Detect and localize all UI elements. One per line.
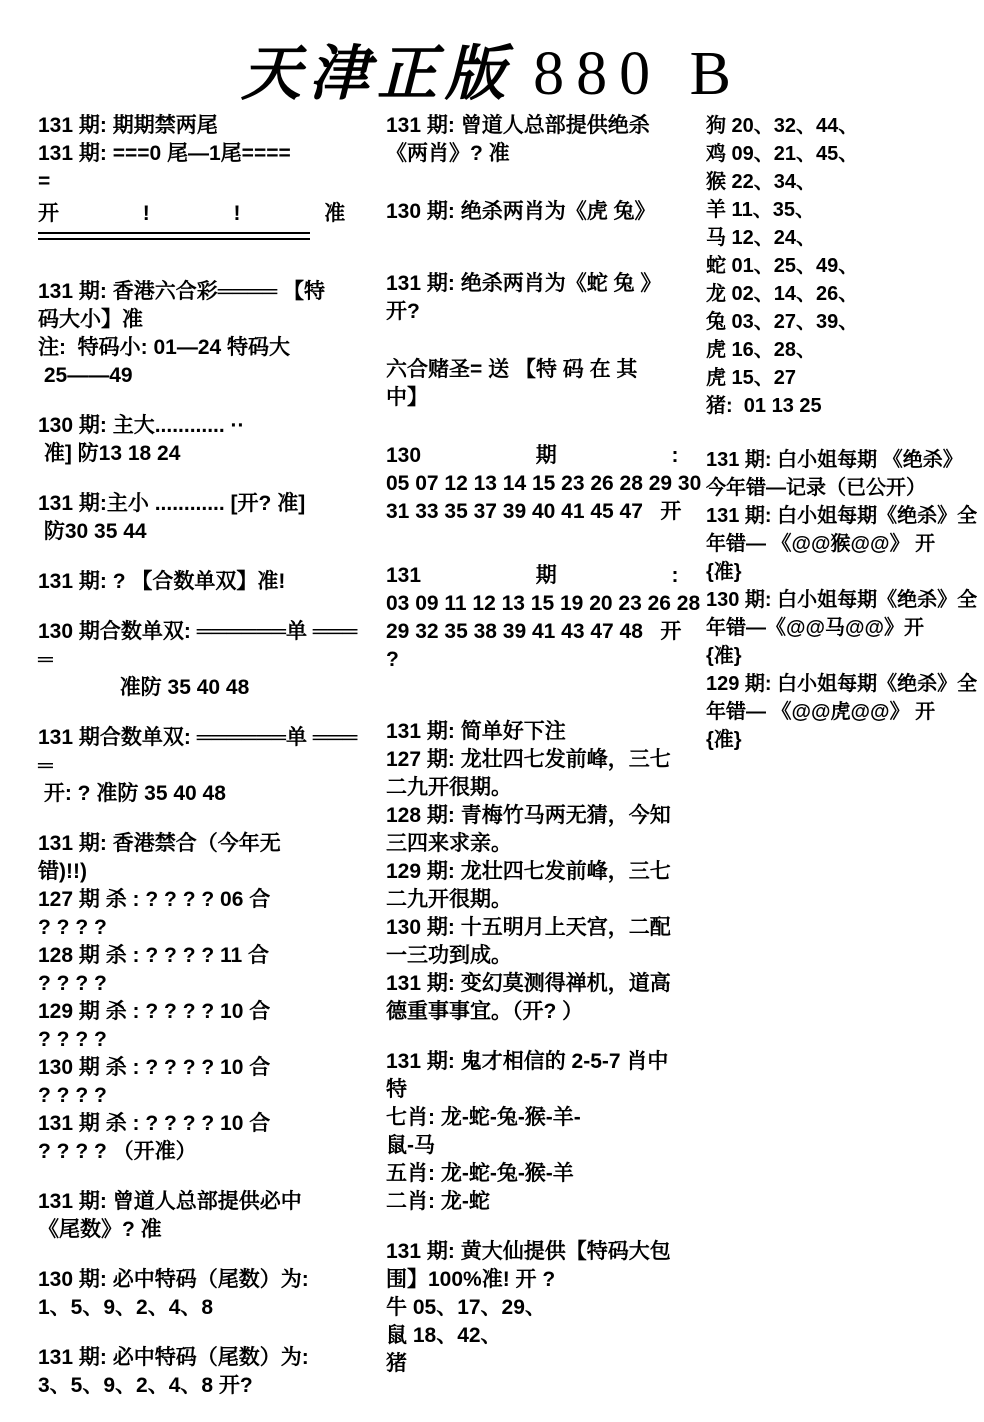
- text-block: [38, 232, 372, 240]
- text-line: =: [38, 170, 51, 193]
- text-block: [386, 112, 704, 168]
- text-line: 开?: [386, 300, 420, 323]
- text-line: 龙 02、14、26、: [706, 283, 859, 305]
- text-line: 年错— 《@@虎@@》 开: [706, 701, 936, 723]
- text-line: 131 期: ===0 尾—1尾====: [38, 142, 291, 165]
- text-line: 开: ? 准防 35 40 48: [38, 782, 226, 805]
- text-line: 六合赌圣= 送 【特 码 在 其: [386, 358, 638, 381]
- text-line: 131 期: ? 【合数单双】准!: [38, 570, 286, 593]
- text-line: 鸡 09、21、45、: [706, 143, 859, 165]
- text-line: 127 期 杀 : ? ? ? ? 06 合: [38, 888, 271, 911]
- text-line: 131 期: 期期禁两尾: [38, 114, 218, 137]
- text-line: 131 期: 白小姐每期 《绝杀》: [706, 449, 963, 471]
- text-block: [706, 446, 980, 754]
- text-line: 码大小】准: [38, 308, 143, 331]
- text-line: 二九开很期。: [386, 776, 512, 799]
- text-line: 131 期: 黄大仙提供【特码大包: [386, 1240, 671, 1263]
- spread-item: :: [671, 564, 679, 587]
- text-line: 一三功到成。: [386, 944, 512, 967]
- text-line: {准}: [706, 645, 742, 667]
- double-rule: [38, 232, 310, 240]
- spread-item: 期: [535, 444, 557, 467]
- text-line: 年错— 《@@猴@@》 开: [706, 533, 936, 555]
- text-line: 1、5、9、2、4、8: [38, 1296, 214, 1319]
- text-line: ? ? ? ?: [38, 972, 107, 995]
- spread-line: [38, 200, 345, 228]
- text-line: ? ? ? ? （开准）: [38, 1140, 197, 1163]
- text-block: [386, 1238, 704, 1378]
- text-line: 年错—《@@马@@》开: [706, 617, 925, 639]
- text-block: [706, 112, 980, 420]
- text-line: ? ? ? ?: [38, 1084, 107, 1107]
- spread-item: 开: [38, 202, 59, 225]
- text-line: 《尾数》? 准: [38, 1218, 162, 1241]
- text-block: [386, 562, 704, 674]
- spread-line: [386, 562, 679, 590]
- text-line: ? ? ? ?: [38, 1028, 107, 1051]
- text-block: [38, 830, 372, 1166]
- text-line: 128 期 杀 : ? ? ? ? 11 合: [38, 944, 270, 967]
- text-block: [38, 568, 372, 596]
- text-line: 羊 11、35、: [706, 199, 815, 221]
- text-line: 鼠 18、42、: [386, 1324, 502, 1347]
- text-line: 131 期: 香港六合彩════ 【特: [38, 280, 326, 303]
- text-line: 蛇 01、25、49、: [706, 255, 859, 277]
- text-line: 131 期: 必中特码（尾数）为:: [38, 1346, 309, 1369]
- text-line: 131 期: 曾道人总部提供绝杀: [386, 114, 650, 137]
- text-line: 七肖: 龙-蛇-兔-猴-羊-: [386, 1106, 581, 1129]
- text-line: 猪: 01 13 25: [706, 395, 822, 417]
- spread-item: 131: [386, 564, 422, 587]
- text-line: 猪: [386, 1352, 407, 1375]
- text-line: 130 期合数单双: ══════单 ════: [38, 620, 358, 671]
- text-line: 128 期: 青梅竹马两无猜，今知: [386, 804, 671, 827]
- text-line: 131 期 杀 : ? ? ? ? 10 合: [38, 1112, 271, 1135]
- text-line: 130 期: 十五明月上天宫，二配: [386, 916, 671, 939]
- text-line: 29 32 35 38 39 41 43 47 48 开: [386, 620, 682, 643]
- text-block: [38, 1344, 372, 1400]
- columns: [0, 112, 984, 1397]
- text-line: 129 期 杀 : ? ? ? ? 10 合: [38, 1000, 271, 1023]
- text-line: 131 期: 绝杀两肖为《蛇 兔 》: [386, 272, 662, 295]
- text-line: 今年错—记录（已公开）: [706, 477, 926, 499]
- text-block: [38, 1266, 372, 1322]
- text-line: 中】: [386, 386, 428, 409]
- text-line: 狗 20、32、44、: [706, 115, 859, 137]
- text-block: [386, 270, 704, 326]
- text-line: 准] 防13 18 24: [38, 442, 181, 465]
- spread-item: !: [142, 202, 150, 225]
- text-block: [386, 442, 704, 526]
- text-line: 虎 15、27: [706, 367, 797, 389]
- text-line: 五肖: 龙-蛇-兔-猴-羊: [386, 1162, 574, 1185]
- title-edition: 880 B: [533, 40, 743, 108]
- text-line: 二肖: 龙-蛇: [386, 1190, 490, 1213]
- text-line: 31 33 35 37 39 40 41 45 47 开: [386, 500, 682, 523]
- text-line: 德重事事宜。（开? ）: [386, 1000, 584, 1023]
- text-line: 131 期: 白小姐每期《绝杀》全: [706, 505, 978, 527]
- text-line: 围】100%准! 开 ?: [386, 1268, 556, 1291]
- text-line: ? ? ? ?: [38, 916, 107, 939]
- text-line: 129 期: 龙壮四七发前峰，三七: [386, 860, 671, 883]
- text-line: 马 12、24、: [706, 227, 817, 249]
- text-block: [386, 198, 704, 226]
- text-line: 准防 35 40 48: [38, 676, 250, 699]
- text-line: 131 期: 变幻莫测得禅机，道高: [386, 972, 671, 995]
- text-block: [38, 724, 372, 808]
- text-block: [38, 412, 372, 468]
- text-line: 131 期: 曾道人总部提供必中: [38, 1190, 302, 1213]
- column-middle: [386, 112, 704, 1400]
- text-line: 二九开很期。: [386, 888, 512, 911]
- spread-item: !: [233, 202, 241, 225]
- text-line: 《两肖》? 准: [386, 142, 510, 165]
- text-line: 25——49: [38, 364, 133, 387]
- text-line: 131 期:主小 ............ [开? 准]: [38, 492, 306, 515]
- text-line: 兔 03、27、39、: [706, 311, 859, 333]
- text-line: 129 期: 白小姐每期《绝杀》全: [706, 673, 978, 695]
- text-line: 牛 05、17、29、: [386, 1296, 546, 1319]
- text-line: 防30 35 44: [38, 520, 147, 543]
- text-block: [38, 112, 372, 196]
- spread-line: [386, 442, 679, 470]
- text-line: 131 期: 鬼才相信的 2-5-7 肖中: [386, 1050, 669, 1073]
- text-block: [38, 200, 372, 228]
- text-line: 特: [386, 1078, 407, 1101]
- column-right: [706, 112, 980, 776]
- text-line: 三四来求亲。: [386, 832, 512, 855]
- text-block: [38, 278, 372, 390]
- text-line: ?: [386, 648, 399, 671]
- page-title: [0, 0, 984, 112]
- text-block: [38, 490, 372, 546]
- text-line: 130 期: 白小姐每期《绝杀》全: [706, 589, 978, 611]
- column-left: [38, 112, 372, 1422]
- spread-item: 期: [535, 564, 557, 587]
- text-block: [386, 1048, 704, 1216]
- text-line: 错)!!): [38, 860, 87, 883]
- text-block: [38, 618, 372, 702]
- text-line: 130 期 杀 : ? ? ? ? 10 合: [38, 1056, 271, 1079]
- text-line: 131 期: 简单好下注: [386, 720, 566, 743]
- text-line: 130 期: 主大............ ··: [38, 414, 245, 437]
- spread-item: 130: [386, 444, 422, 467]
- text-block: [386, 356, 704, 412]
- text-line: {准}: [706, 561, 742, 583]
- text-line: 鼠-马: [386, 1134, 435, 1157]
- text-line: 130 期: 绝杀两肖为《虎 兔》: [386, 200, 656, 223]
- text-block: [38, 1188, 372, 1244]
- text-line: 127 期: 龙壮四七发前峰，三七: [386, 748, 671, 771]
- spread-item: :: [671, 444, 679, 467]
- spread-item: 准: [324, 202, 346, 225]
- text-line: 猴 22、34、: [706, 171, 817, 193]
- text-line: {准}: [706, 729, 742, 751]
- text-line: 131 期合数单双: ══════单 ════: [38, 726, 358, 777]
- text-line: 虎 16、28、: [706, 339, 817, 361]
- text-line: 130 期: 必中特码（尾数）为:: [38, 1268, 309, 1291]
- text-line: 131 期: 香港禁合（今年无: [38, 832, 281, 855]
- text-block: [386, 718, 704, 1026]
- text-line: 05 07 12 13 14 15 23 26 28 29 30: [386, 472, 702, 495]
- text-line: 3、5、9、2、4、8 开?: [38, 1374, 253, 1397]
- text-line: 注: 特码小: 01—24 特码大: [38, 336, 291, 359]
- text-line: 03 09 11 12 13 15 19 20 23 26 28: [386, 592, 701, 615]
- title-brand: 天津正版: [241, 39, 514, 109]
